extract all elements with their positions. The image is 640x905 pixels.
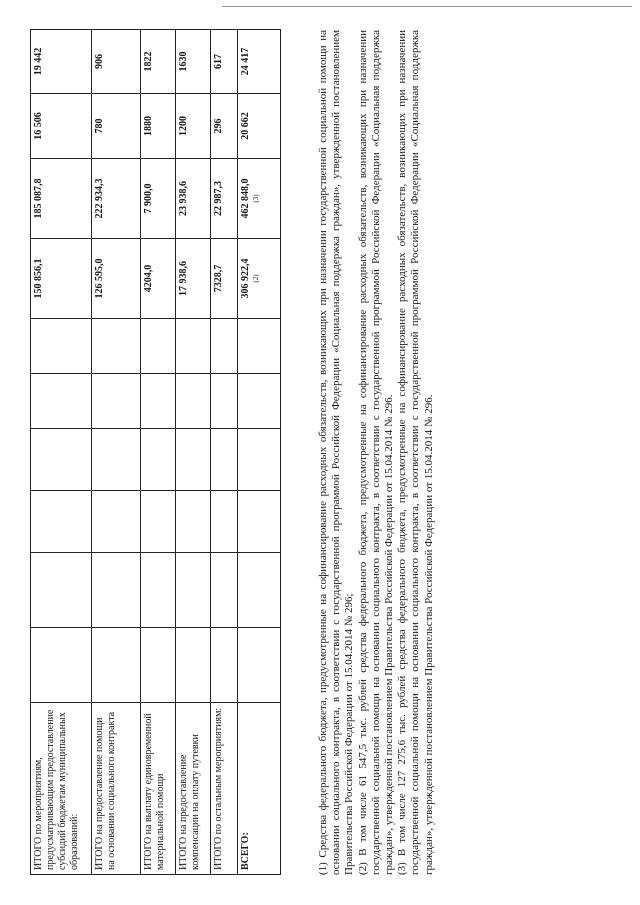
table-row — [141, 30, 176, 875]
cell-value: 22 987,3 — [211, 159, 238, 239]
cell-value: 23 938,6 — [176, 159, 211, 239]
table-row — [211, 30, 238, 875]
total-value — [238, 239, 281, 319]
cell-value: 1880 — [141, 94, 176, 159]
footnotes — [317, 30, 436, 875]
cell-value: 1630 — [176, 30, 211, 94]
cell-value: 222 934,3 — [92, 159, 141, 239]
row-label: ИТОГО на предоставление помощи на основании социального контракта — [92, 703, 141, 875]
page-top-rule — [222, 6, 632, 7]
cell-value: 19 442 — [31, 30, 92, 94]
footnote: (1) Средства федерального бюджета, предусмотренные на софинансирование расходных обязательств, возникающих при назначении государственной социальной помощи на основании социального контракта, в соответствии с государственной программой Российской Федерации «Социальная поддержка граждан», утвержденной постановлением Правительства Российской Федерации от 15.04.2014 № 296; — [317, 30, 356, 875]
cell-value: 150 856,1 — [31, 239, 92, 319]
cell-value: 126 595,0 — [92, 239, 141, 319]
footnote: (3) В том числе 127 275,6 тыс. рублей средства федерального бюджета, предусмотренные на софинансирование расходных обязательств, возникающих при назначении государственной социальной помощи на основании социального контракта, в соответствии с государственной программой Российской Федерации «Социальная поддержка граждан», утвержденной постановлением Правительства Российской Федерации от 15.04.2014 № 296. — [396, 30, 435, 875]
row-label: ИТОГО по мероприятиям, предусматривающим предоставление субсидий бюджетам муниципальных образований: — [31, 703, 92, 875]
cell-value: 1822 — [141, 30, 176, 94]
rotated-page — [20, 25, 620, 885]
cell-value: 1200 — [176, 94, 211, 159]
cell-value: 16 506 — [31, 94, 92, 159]
cell-value: 17 938,6 — [176, 239, 211, 319]
summary-table — [30, 29, 281, 875]
total-value: 20 662 — [238, 94, 281, 159]
cell-value: 906 — [92, 30, 141, 94]
cell-value: 185 087,8 — [31, 159, 92, 239]
row-label: ИТОГО на выплату единовременной материальной помощи — [141, 703, 176, 875]
total-value-text: 462 848,0 — [240, 178, 251, 219]
row-label: ИТОГО на предоставление компенсации на оплату путевки — [176, 703, 211, 875]
cell-value: 780 — [92, 94, 141, 159]
footnote: (2) В том числе 61 547,5 тыс. рублей средства федерального бюджета, предусмотренные на софинансирование расходных обязательств, возникающих при назначении государственной социальной помощи на основании социального контракта, в соответствии с государственной программой Российской Федерации «Социальная поддержка граждан», утвержденной постановлением Правительства Российской Федерации от 15.04.2014 № 296. — [356, 30, 396, 875]
cell-value: 296 — [211, 94, 238, 159]
total-value: 24 417 — [238, 30, 281, 94]
footnote-ref: (3) — [252, 194, 260, 203]
table-row-total — [238, 30, 281, 875]
total-value-text: 306 922,4 — [240, 258, 251, 299]
table-row — [31, 30, 92, 875]
table-row — [92, 30, 141, 875]
cell-value: 617 — [211, 30, 238, 94]
total-label: ВСЕГО: — [238, 703, 281, 875]
row-label: ИТОГО по остальным мероприятиям: — [211, 703, 238, 875]
table-row — [176, 30, 211, 875]
cell-value: 4204,0 — [141, 239, 176, 319]
total-value — [238, 159, 281, 239]
cell-value: 7 900,0 — [141, 159, 176, 239]
cell-value: 7328,7 — [211, 239, 238, 319]
footnote-ref: (2) — [252, 274, 260, 283]
